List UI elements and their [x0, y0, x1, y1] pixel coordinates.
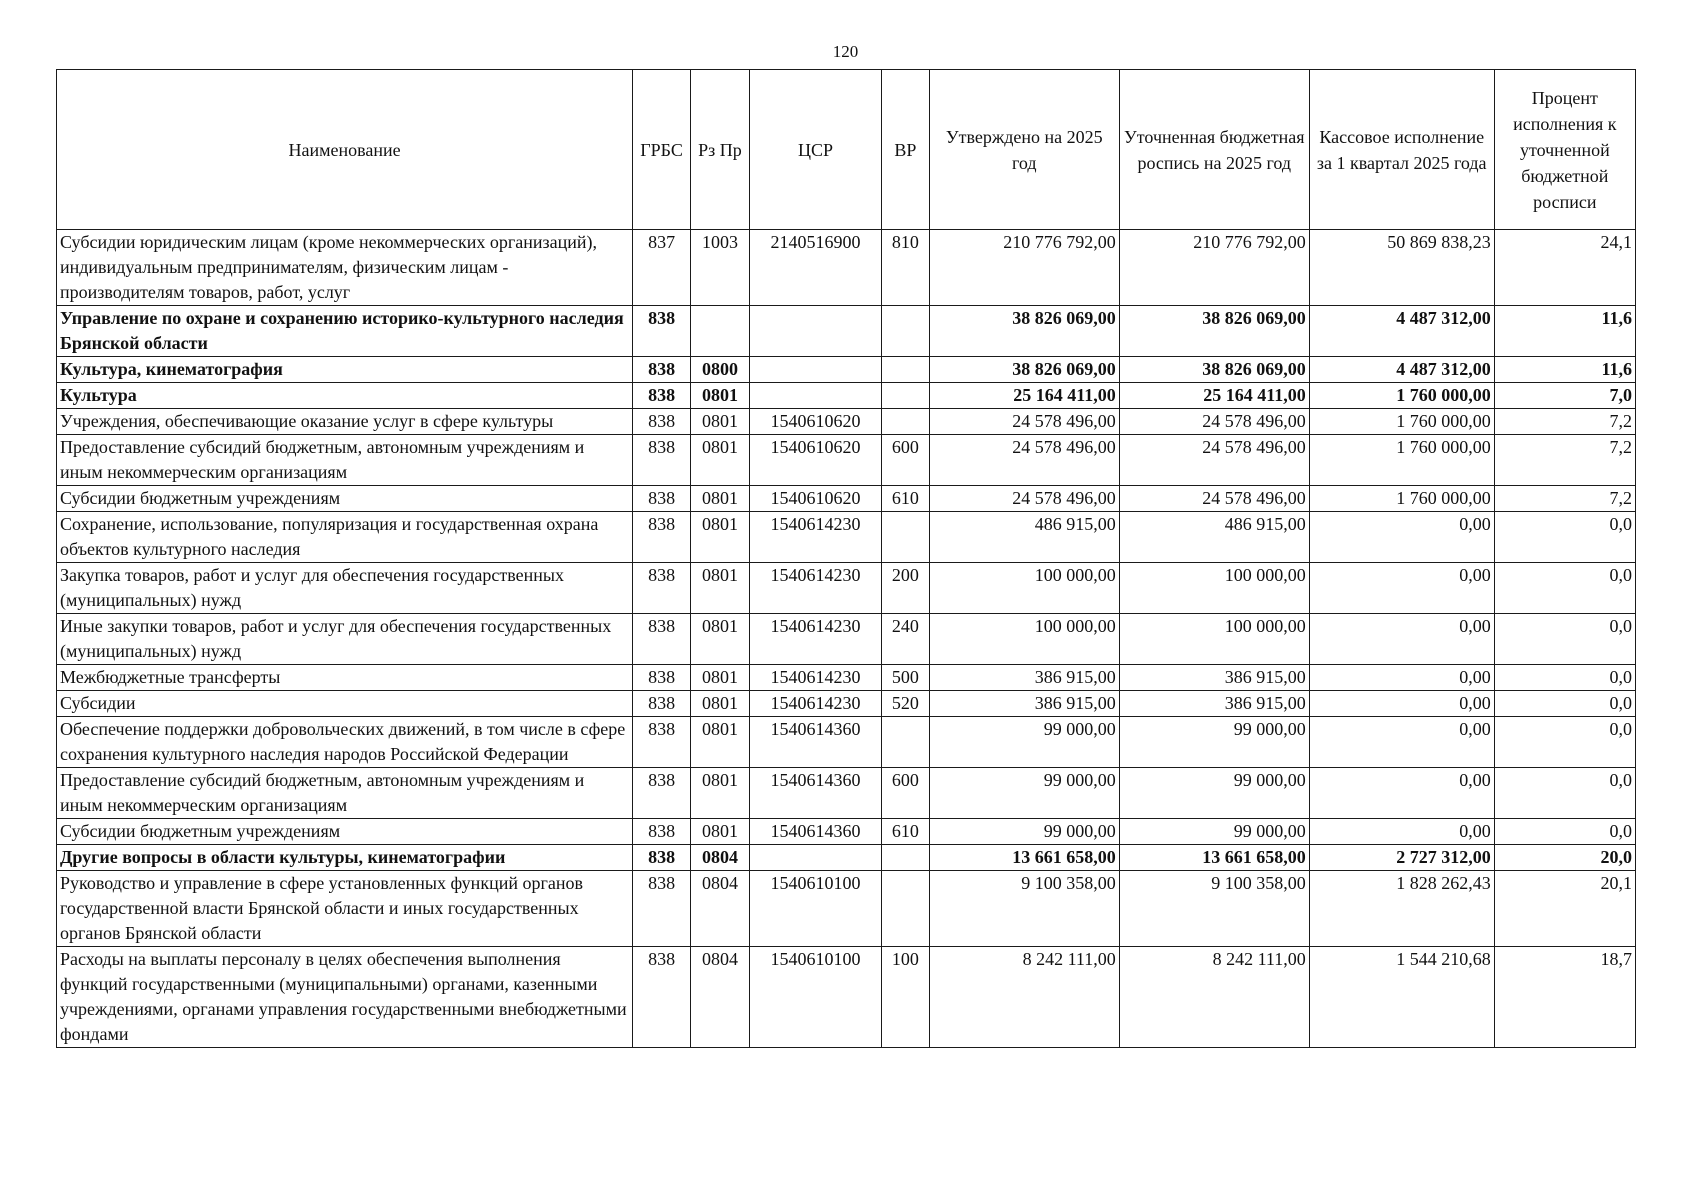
cell-refined: 210 776 792,00: [1119, 230, 1309, 306]
cell-cash: 1 760 000,00: [1309, 486, 1494, 512]
cell-cash: 0,00: [1309, 819, 1494, 845]
cell-grbs: 838: [633, 409, 691, 435]
cell-name: Предоставление субсидий бюджетным, автономным учреждениям и иным некоммерческим организациям: [57, 768, 633, 819]
cell-cash: 1 760 000,00: [1309, 435, 1494, 486]
cell-grbs: 838: [633, 717, 691, 768]
cell-cash: 0,00: [1309, 768, 1494, 819]
table-row: [57, 357, 1636, 383]
cell-vr: [882, 845, 930, 871]
table-row: [57, 230, 1636, 306]
cell-csr: 1540614230: [749, 665, 881, 691]
cell-vr: 610: [882, 486, 930, 512]
column-header-approved: Утверждено на 2025 год: [929, 70, 1119, 230]
table-row: [57, 306, 1636, 357]
cell-cash: 0,00: [1309, 614, 1494, 665]
cell-percent: 7,0: [1494, 383, 1635, 409]
cell-approved: 99 000,00: [929, 768, 1119, 819]
cell-percent: 0,0: [1494, 614, 1635, 665]
cell-percent: 24,1: [1494, 230, 1635, 306]
cell-csr: 1540610620: [749, 486, 881, 512]
cell-rzpr: 0801: [691, 563, 750, 614]
cell-cash: 1 828 262,43: [1309, 871, 1494, 947]
cell-approved: 99 000,00: [929, 819, 1119, 845]
table-row: [57, 383, 1636, 409]
cell-csr: 2140516900: [749, 230, 881, 306]
cell-cash: 1 760 000,00: [1309, 409, 1494, 435]
cell-rzpr: 0801: [691, 435, 750, 486]
cell-grbs: 838: [633, 306, 691, 357]
cell-name: Иные закупки товаров, работ и услуг для обеспечения государственных (муниципальных) нужд: [57, 614, 633, 665]
cell-name: Межбюджетные трансферты: [57, 665, 633, 691]
cell-name: Учреждения, обеспечивающие оказание услуг в сфере культуры: [57, 409, 633, 435]
cell-vr: [882, 409, 930, 435]
cell-name: Культура: [57, 383, 633, 409]
cell-grbs: 838: [633, 486, 691, 512]
cell-approved: 24 578 496,00: [929, 409, 1119, 435]
cell-percent: 0,0: [1494, 768, 1635, 819]
cell-csr: 1540614230: [749, 512, 881, 563]
table-body: [57, 230, 1636, 1048]
cell-vr: 100: [882, 947, 930, 1048]
table-row: [57, 947, 1636, 1048]
cell-name: Сохранение, использование, популяризация и государственная охрана объектов культурного наследия: [57, 512, 633, 563]
cell-approved: 24 578 496,00: [929, 486, 1119, 512]
cell-grbs: 838: [633, 845, 691, 871]
cell-refined: 24 578 496,00: [1119, 435, 1309, 486]
cell-percent: 0,0: [1494, 819, 1635, 845]
cell-approved: 9 100 358,00: [929, 871, 1119, 947]
cell-name: Субсидии бюджетным учреждениям: [57, 486, 633, 512]
cell-refined: 99 000,00: [1119, 717, 1309, 768]
cell-cash: 1 760 000,00: [1309, 383, 1494, 409]
cell-name: Закупка товаров, работ и услуг для обеспечения государственных (муниципальных) нужд: [57, 563, 633, 614]
cell-csr: 1540610620: [749, 435, 881, 486]
cell-approved: 13 661 658,00: [929, 845, 1119, 871]
cell-grbs: 838: [633, 383, 691, 409]
cell-approved: 210 776 792,00: [929, 230, 1119, 306]
cell-refined: 38 826 069,00: [1119, 306, 1309, 357]
page-number: 120: [832, 42, 859, 61]
cell-percent: 20,1: [1494, 871, 1635, 947]
cell-vr: 500: [882, 665, 930, 691]
cell-refined: 386 915,00: [1119, 665, 1309, 691]
column-header-percent: Процент исполнения к уточненной бюджетной росписи: [1494, 70, 1635, 230]
cell-grbs: 838: [633, 435, 691, 486]
table-row: [57, 435, 1636, 486]
cell-grbs: 838: [633, 947, 691, 1048]
table-row: [57, 717, 1636, 768]
cell-rzpr: 0801: [691, 409, 750, 435]
cell-refined: 99 000,00: [1119, 819, 1309, 845]
cell-name: Субсидии юридическим лицам (кроме некоммерческих организаций), индивидуальным предпринимателям, физическим лицам - производителям товаров, работ, услуг: [57, 230, 633, 306]
cell-percent: 0,0: [1494, 717, 1635, 768]
cell-cash: 4 487 312,00: [1309, 306, 1494, 357]
cell-csr: 1540610100: [749, 871, 881, 947]
cell-vr: [882, 306, 930, 357]
table-header-row: [57, 70, 1636, 230]
cell-vr: 610: [882, 819, 930, 845]
cell-approved: 386 915,00: [929, 691, 1119, 717]
cell-vr: 240: [882, 614, 930, 665]
cell-rzpr: 0804: [691, 871, 750, 947]
cell-cash: 0,00: [1309, 563, 1494, 614]
cell-csr: 1540610620: [749, 409, 881, 435]
cell-percent: 20,0: [1494, 845, 1635, 871]
cell-vr: 520: [882, 691, 930, 717]
cell-refined: 386 915,00: [1119, 691, 1309, 717]
cell-rzpr: 0801: [691, 665, 750, 691]
table-row: [57, 614, 1636, 665]
cell-rzpr: 0801: [691, 717, 750, 768]
cell-grbs: 838: [633, 871, 691, 947]
table-row: [57, 409, 1636, 435]
cell-percent: 0,0: [1494, 512, 1635, 563]
cell-percent: 7,2: [1494, 435, 1635, 486]
cell-approved: 25 164 411,00: [929, 383, 1119, 409]
cell-rzpr: 0801: [691, 383, 750, 409]
cell-approved: 386 915,00: [929, 665, 1119, 691]
cell-name: Обеспечение поддержки добровольческих движений, в том числе в сфере сохранения культурного наследия народов Российской Федерации: [57, 717, 633, 768]
table-row: [57, 486, 1636, 512]
cell-grbs: 838: [633, 665, 691, 691]
column-header-cash: Кассовое исполнение за 1 квартал 2025 года: [1309, 70, 1494, 230]
cell-csr: 1540614230: [749, 614, 881, 665]
cell-rzpr: 0801: [691, 486, 750, 512]
budget-execution-table: [56, 69, 1636, 1048]
cell-name: Культура, кинематография: [57, 357, 633, 383]
cell-percent: 11,6: [1494, 357, 1635, 383]
cell-vr: [882, 871, 930, 947]
cell-refined: 100 000,00: [1119, 563, 1309, 614]
table-row: [57, 871, 1636, 947]
cell-approved: 100 000,00: [929, 563, 1119, 614]
table-row: [57, 512, 1636, 563]
cell-approved: 486 915,00: [929, 512, 1119, 563]
cell-cash: 0,00: [1309, 691, 1494, 717]
column-header-rzpr: Рз Пр: [691, 70, 750, 230]
cell-cash: 2 727 312,00: [1309, 845, 1494, 871]
cell-percent: 18,7: [1494, 947, 1635, 1048]
cell-vr: [882, 383, 930, 409]
cell-refined: 38 826 069,00: [1119, 357, 1309, 383]
cell-name: Руководство и управление в сфере установленных функций органов государственной власти Брянской области и иных государственных органов Брянской области: [57, 871, 633, 947]
cell-name: Предоставление субсидий бюджетным, автономным учреждениям и иным некоммерческим организациям: [57, 435, 633, 486]
cell-vr: 600: [882, 435, 930, 486]
cell-grbs: 838: [633, 357, 691, 383]
cell-percent: 0,0: [1494, 563, 1635, 614]
column-header-grbs: ГРБС: [633, 70, 691, 230]
cell-rzpr: 0801: [691, 512, 750, 563]
cell-cash: 0,00: [1309, 665, 1494, 691]
cell-vr: [882, 357, 930, 383]
cell-cash: 1 544 210,68: [1309, 947, 1494, 1048]
column-header-name: Наименование: [57, 70, 633, 230]
cell-vr: [882, 717, 930, 768]
cell-name: Управление по охране и сохранению историко-культурного наследия Брянской области: [57, 306, 633, 357]
cell-csr: 1540614230: [749, 563, 881, 614]
table-row: [57, 845, 1636, 871]
cell-vr: 200: [882, 563, 930, 614]
cell-approved: 38 826 069,00: [929, 306, 1119, 357]
cell-cash: 50 869 838,23: [1309, 230, 1494, 306]
cell-percent: 0,0: [1494, 665, 1635, 691]
cell-name: Субсидии: [57, 691, 633, 717]
cell-approved: 8 242 111,00: [929, 947, 1119, 1048]
column-header-vr: ВР: [882, 70, 930, 230]
cell-csr: [749, 845, 881, 871]
cell-rzpr: 0801: [691, 691, 750, 717]
cell-rzpr: 0801: [691, 614, 750, 665]
cell-percent: 11,6: [1494, 306, 1635, 357]
cell-cash: 0,00: [1309, 512, 1494, 563]
cell-csr: 1540614360: [749, 819, 881, 845]
cell-grbs: 838: [633, 768, 691, 819]
cell-csr: 1540610100: [749, 947, 881, 1048]
cell-grbs: 837: [633, 230, 691, 306]
cell-rzpr: [691, 306, 750, 357]
cell-refined: 24 578 496,00: [1119, 486, 1309, 512]
cell-refined: 24 578 496,00: [1119, 409, 1309, 435]
column-header-csr: ЦСР: [749, 70, 881, 230]
cell-refined: 100 000,00: [1119, 614, 1309, 665]
cell-cash: 0,00: [1309, 717, 1494, 768]
cell-grbs: 838: [633, 563, 691, 614]
cell-percent: 7,2: [1494, 486, 1635, 512]
cell-refined: 25 164 411,00: [1119, 383, 1309, 409]
cell-approved: 100 000,00: [929, 614, 1119, 665]
table-row: [57, 819, 1636, 845]
table-row: [57, 563, 1636, 614]
cell-grbs: 838: [633, 691, 691, 717]
cell-csr: [749, 383, 881, 409]
cell-rzpr: 0801: [691, 768, 750, 819]
cell-percent: 7,2: [1494, 409, 1635, 435]
cell-cash: 4 487 312,00: [1309, 357, 1494, 383]
cell-grbs: 838: [633, 614, 691, 665]
cell-name: Другие вопросы в области культуры, кинематографии: [57, 845, 633, 871]
table-row: [57, 665, 1636, 691]
cell-rzpr: 0804: [691, 947, 750, 1048]
cell-refined: 13 661 658,00: [1119, 845, 1309, 871]
cell-csr: 1540614230: [749, 691, 881, 717]
cell-refined: 486 915,00: [1119, 512, 1309, 563]
cell-rzpr: 0801: [691, 819, 750, 845]
cell-csr: 1540614360: [749, 717, 881, 768]
cell-percent: 0,0: [1494, 691, 1635, 717]
cell-rzpr: 1003: [691, 230, 750, 306]
cell-rzpr: 0800: [691, 357, 750, 383]
cell-vr: 600: [882, 768, 930, 819]
cell-refined: 8 242 111,00: [1119, 947, 1309, 1048]
cell-name: Субсидии бюджетным учреждениям: [57, 819, 633, 845]
cell-rzpr: 0804: [691, 845, 750, 871]
cell-approved: 24 578 496,00: [929, 435, 1119, 486]
cell-name: Расходы на выплаты персоналу в целях обеспечения выполнения функций государственными (муниципальными) органами, казенными учреждениями, органами управления государственными внебюджетными фондами: [57, 947, 633, 1048]
column-header-refined: Уточненная бюджетная роспись на 2025 год: [1119, 70, 1309, 230]
cell-csr: 1540614360: [749, 768, 881, 819]
cell-approved: 99 000,00: [929, 717, 1119, 768]
cell-vr: [882, 512, 930, 563]
cell-csr: [749, 306, 881, 357]
cell-refined: 9 100 358,00: [1119, 871, 1309, 947]
table-row: [57, 691, 1636, 717]
cell-vr: 810: [882, 230, 930, 306]
cell-grbs: 838: [633, 819, 691, 845]
cell-csr: [749, 357, 881, 383]
cell-grbs: 838: [633, 512, 691, 563]
cell-approved: 38 826 069,00: [929, 357, 1119, 383]
table-row: [57, 768, 1636, 819]
cell-refined: 99 000,00: [1119, 768, 1309, 819]
